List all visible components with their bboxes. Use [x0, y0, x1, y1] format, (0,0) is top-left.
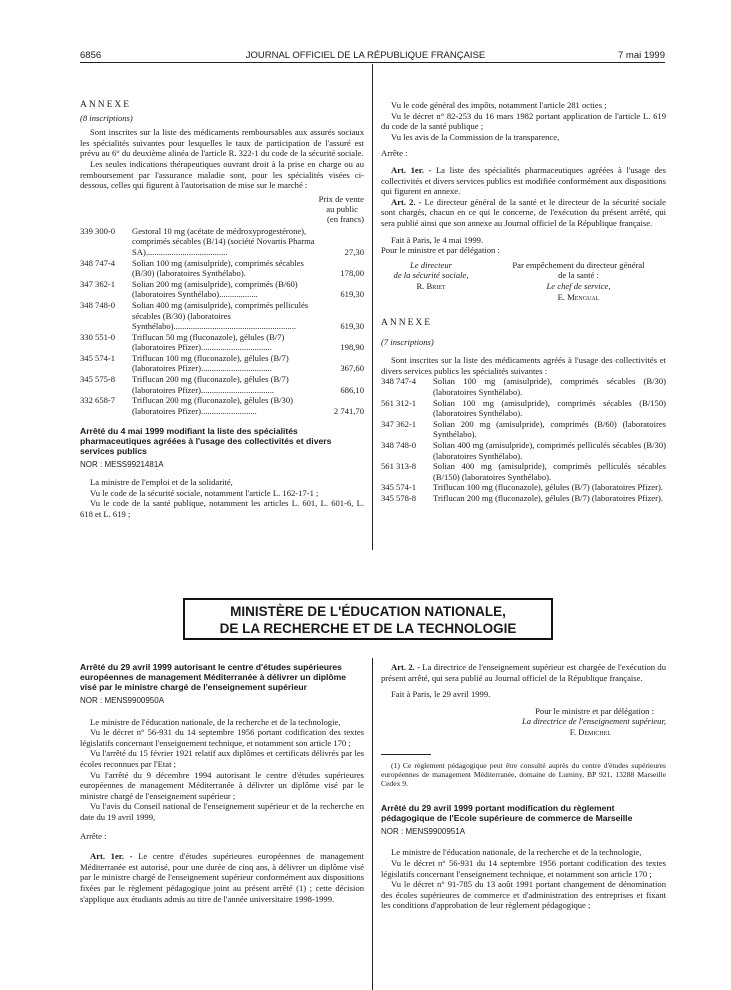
signature-left	[381, 260, 481, 302]
nor-reference: NOR : MENS9900951A	[381, 826, 466, 836]
list-item	[80, 353, 364, 374]
item-code: 347 362-1	[80, 278, 116, 289]
annexe-para: Sont inscrites sur la liste des médicaments agréés à l'usage des collectivités et divers services publics les spécialités suivantes :	[381, 355, 666, 376]
item-desc: Triflucan 100 mg (fluconazole), gélules (B/7) (laboratoires Pfizer).................................	[132, 352, 289, 374]
article-1	[381, 165, 666, 197]
item-code: 345 574-1	[80, 352, 116, 363]
item-desc: Solian 100 mg (amisulpride), comprimés sécables (B/30) (laboratoires Synthélabo).	[433, 376, 666, 398]
ministry-heading-line: MINISTÈRE DE L'ÉDUCATION NATIONALE,	[230, 604, 506, 619]
article-2	[381, 662, 666, 683]
ministre-line: Le ministre de l'éducation nationale, de la recherche et de la technologie,	[90, 716, 341, 727]
signature-role: Le chef de service,	[546, 280, 611, 291]
arrete-title: Arrêté du 29 avril 1999 autorisant le centre d'études supérieures européennes de management Méditerranée à délivrer un diplôme visé par le ministre chargé de l'enseignement supérieur	[80, 662, 347, 692]
price-header-line: au public	[326, 203, 358, 214]
item-desc: Solian 400 mg (amisulpride), comprimés pelliculés sécables (B/30) (laboratoires Synthélabo).	[433, 440, 666, 461]
list-item	[381, 398, 666, 419]
item-desc: Triflucan 200 mg (fluconazole), gélules (B/7) (laboratoires Pfizer)..................................	[132, 374, 289, 395]
item-desc: Gestoral 10 mg (acétate de médroxyprogestérone), comprimés sécables (B/14) (société Novartis Pharma SA)......................................	[132, 225, 315, 257]
journal-title: JOURNAL OFFICIEL DE LA RÉPUBLIQUE FRANÇAISE	[245, 50, 486, 61]
annexe-para1: Sont inscrites sur la liste des médicaments remboursables aux assurés sociaux les spécialités suivantes pour lesquelles le taux de participation de l'assuré est prévu au 6° du deuxième alinéa de l'article R. 322-1 du code de la sécurité sociale.	[80, 127, 364, 159]
nor-reference: NOR : MENS9900950A	[80, 696, 165, 705]
nor-reference: NOR : MESS9921481A	[80, 460, 164, 470]
item-desc: Triflucan 200 mg (fluconazole), gélules (B/7) (laboratoires Pfizer).	[433, 493, 663, 503]
list-item	[80, 279, 364, 300]
article-text: Le directeur général de la santé et le directeur de la sécurité sociale sont chargés, chacun en ce qui le concerne, de l'exécution du présent arrêté, qui sera publié ainsi que son annexe au Journal officiel de la République française.	[381, 196, 666, 228]
fait-line: Fait à Paris, le 4 mai 1999.	[391, 234, 484, 245]
article-text: La directrice de l'enseignement supérieur est chargée de l'exécution du présent arrêté, qui sera publié au Journal officiel de la République française.	[381, 662, 666, 683]
article-text: La liste des spécialités pharmaceutiques agréées à l'usage des collectivités et divers services publics est modifiée conformément aux dispositions qui figurent en annexe.	[381, 164, 666, 197]
annexe-inscriptions: (8 inscriptions)	[80, 112, 133, 123]
vu-line: Vu l'arrêté du 15 février 1921 relatif aux diplômes et certificats délivrés par les écoles reconnues par l'Etat ;	[80, 748, 364, 769]
arrete-label: Arrête :	[381, 148, 408, 159]
signature-role: Le directeur	[410, 259, 452, 270]
vu-line: Vu l'avis du Conseil national de l'enseignement supérieur et de la recherche en date du 19 avril 1999,	[80, 801, 364, 822]
item-price: 2 741,70	[333, 405, 364, 416]
vu-line: Vu le décret n° 91-785 du 13 août 1991 portant changement de dénomination des écoles supérieures de commerce et d'administration des entreprises et fixant les conditions d'approbation de leur règlement pédagogique ;	[381, 879, 666, 911]
column-divider-top	[372, 64, 373, 550]
vu-line: Vu le code de la sécurité sociale, notamment l'article L. 162-17-1 ;	[90, 487, 319, 498]
vu-line: Vu le décret n° 56-931 du 14 septembre 1956 portant codification des textes législatifs concernant l'enseignement technique, et notamment son article 170 ;	[80, 727, 364, 748]
footnote-rule	[381, 754, 431, 755]
article-label: Art. 2. -	[391, 662, 420, 672]
agreed-list	[381, 376, 666, 503]
vu-line: Vu les avis de la Commission de la transparence,	[391, 131, 560, 142]
list-item	[381, 461, 666, 482]
item-price: 619,30	[340, 289, 364, 300]
signature-role: de la santé :	[558, 270, 599, 281]
page-number: 6856	[80, 50, 102, 61]
item-desc: Solian 400 mg (amisulpride), comprimés pelliculés sécables (B/150) (laboratoires Synthélabo).	[433, 461, 666, 482]
list-item	[80, 395, 364, 416]
list-item	[381, 376, 666, 397]
price-header-line: Prix de vente	[318, 193, 364, 204]
item-code: 561 312-1	[381, 397, 417, 408]
arrete-title: Arrêté du 29 avril 1999 portant modification du règlement pédagogique de l'Ecole supérieure de commerce de Marseille	[381, 802, 633, 823]
signature-name: E. Mengual	[557, 291, 600, 302]
article-label: Art. 2. -	[391, 196, 422, 207]
item-code: 345 574-1	[381, 482, 417, 493]
signature-role: La directrice de l'enseignement supérieur,	[522, 716, 666, 727]
fait-line: Fait à Paris, le 29 avril 1999.	[391, 689, 491, 700]
price-header-line: (en francs)	[327, 213, 364, 224]
annexe-inscriptions: (7 inscriptions)	[381, 336, 434, 347]
item-desc: Triflucan 50 mg (fluconazole), gélules (B/7) (laboratoires Pfizer).................................	[132, 331, 285, 353]
item-price: 27,30	[344, 246, 364, 257]
item-price: 178,00	[340, 268, 364, 279]
item-desc: Triflucan 200 mg (fluconazole), gélules (B/30) (laboratoires Pfizer)..........................	[132, 395, 294, 416]
item-code: 348 748-0	[381, 440, 417, 451]
left-top-column	[80, 100, 364, 519]
vu-line: Vu l'arrêté du 9 décembre 1994 autorisant le centre d'études supérieures européennes de management Méditerranée à délivrer un diplôme visé par le ministre chargé de l'enseignement supérieur ;	[80, 769, 364, 801]
item-code: 348 748-0	[80, 299, 116, 310]
list-item	[80, 374, 364, 395]
item-code: 330 551-0	[80, 331, 116, 342]
page-date: 7 mai 1999	[617, 50, 665, 61]
signature-name: R. Briet	[416, 280, 446, 291]
item-desc: Solian 400 mg (amisulpride), comprimés pelliculés sécables (B/30) (laboratoires Synthélabo).........................................................	[132, 299, 309, 332]
list-item	[381, 493, 666, 504]
column-divider-bottom	[372, 658, 373, 990]
item-price: 619,30	[340, 321, 364, 332]
article-2	[381, 197, 666, 229]
ministry-heading-box	[183, 598, 553, 640]
article-text: Le centre d'études supérieures européennes de management Méditerranée est autorisé, pour une durée de cinq ans, à délivrer un diplôme visé par le ministre chargé de l'enseignement supérieur conformément aux dispositions fixées par le règlement pédagogique joint au présent arrêté (1) ; cette décision s'applique aux étudiants admis au titre de l'année universitaire 1998-1999.	[80, 851, 364, 904]
arrete-label: Arrête :	[80, 830, 107, 841]
item-price: 198,90	[340, 342, 364, 353]
delegation-line: Pour le ministre et par délégation :	[381, 245, 500, 256]
ministre-line: Le ministre de l'éducation nationale, de la recherche et de la technologie,	[391, 847, 642, 858]
article-label: Art. 1er. -	[90, 851, 133, 862]
list-item	[381, 419, 666, 440]
ministry-heading-line: DE LA RECHERCHE ET DE LA TECHNOLOGIE	[219, 621, 517, 636]
item-code: 561 313-8	[381, 461, 417, 472]
item-code: 332 658-7	[80, 395, 116, 406]
list-item	[80, 300, 364, 332]
price-header	[80, 194, 364, 224]
left-bottom-column	[80, 662, 364, 904]
annexe-title: ANNEXE	[381, 318, 433, 329]
list-item	[80, 226, 364, 258]
annexe-title: ANNEXE	[80, 100, 132, 110]
header-rule	[80, 62, 665, 63]
item-price: 367,60	[340, 363, 364, 374]
vu-line: Vu le décret n° 56-931 du 14 septembre 1956 portant codification des textes législatifs concernant l'enseignement technique, et notamment son article 170 ;	[381, 857, 666, 879]
item-code: 345 578-8	[381, 493, 417, 503]
item-desc: Solian 200 mg (amisulpride), comprimés (B/60) (laboratoires Synthélabo).	[433, 418, 666, 440]
list-item	[381, 482, 666, 493]
delegation-line: Pour le ministre et par délégation :	[535, 705, 654, 716]
price-list	[80, 226, 364, 417]
footnote: (1) Ce règlement pédagogique peut être consulté auprès du centre d'études supérieures européennes de management Méditerranée, domaine de Luminy, BP 921, 13288 Marseille Cedex 9.	[381, 760, 666, 789]
signature-name: F. Demichel	[569, 726, 611, 737]
vu-line: Vu le code général des impôts, notamment l'article 281 octies ;	[391, 100, 607, 110]
vu-line: Vu le décret n° 82-253 du 16 mars 1982 portant application de l'article L. 619 du code de la santé publique ;	[381, 110, 666, 132]
item-desc: Solian 200 mg (amisulpride), comprimés (B/60) (laboratoires Synthélabo)..................	[132, 278, 298, 300]
list-item	[80, 332, 364, 353]
article-1	[80, 851, 364, 904]
item-code: 345 575-8	[80, 374, 116, 385]
annexe-para2: Les seules indications thérapeutiques ouvrant droit à la prise en charge ou au remboursement par l'assurance maladie sont, pour les spécialités visées ci-dessous, celles qui figurent à l'autorisation de mise sur le marché :	[80, 158, 364, 191]
arrete-title: Arrêté du 4 mai 1999 modifiant la liste des spécialités pharmaceutiques agréées à l'usage des collectivités et divers services publics	[80, 426, 332, 457]
item-code: 339 300-0	[80, 225, 116, 236]
article-label: Art. 1er. -	[391, 164, 432, 175]
list-item	[381, 440, 666, 461]
right-top-column	[381, 100, 666, 504]
list-item	[80, 258, 364, 279]
vu-line: Vu le code de la santé publique, notamment les articles L. 601, L. 601-6, L. 618 et L. 619 ;	[80, 498, 364, 519]
item-code: 347 362-1	[381, 418, 417, 429]
right-bottom-column	[381, 662, 666, 911]
item-price: 686,10	[340, 384, 364, 395]
ministre-line: La ministre de l'emploi et de la solidarité,	[90, 477, 233, 488]
item-code: 348 747-4	[381, 376, 417, 387]
item-desc: Solian 100 mg (amisulpride), comprimés sécables (B/150) (laboratoires Synthélabo).	[433, 397, 666, 419]
signature-block	[381, 260, 666, 302]
signature-role: de la sécurité sociale,	[393, 270, 469, 281]
item-code: 348 747-4	[80, 257, 116, 268]
signature-role: Par empêchement du directeur général	[512, 259, 645, 270]
item-desc: Triflucan 100 mg (fluconazole), gélules (B/7) (laboratoires Pfizer).	[433, 482, 663, 493]
signature-right	[491, 260, 666, 302]
item-desc: Solian 100 mg (amisulpride), comprimés sécables (B/30) (laboratoires Synthélabo).	[132, 257, 304, 279]
